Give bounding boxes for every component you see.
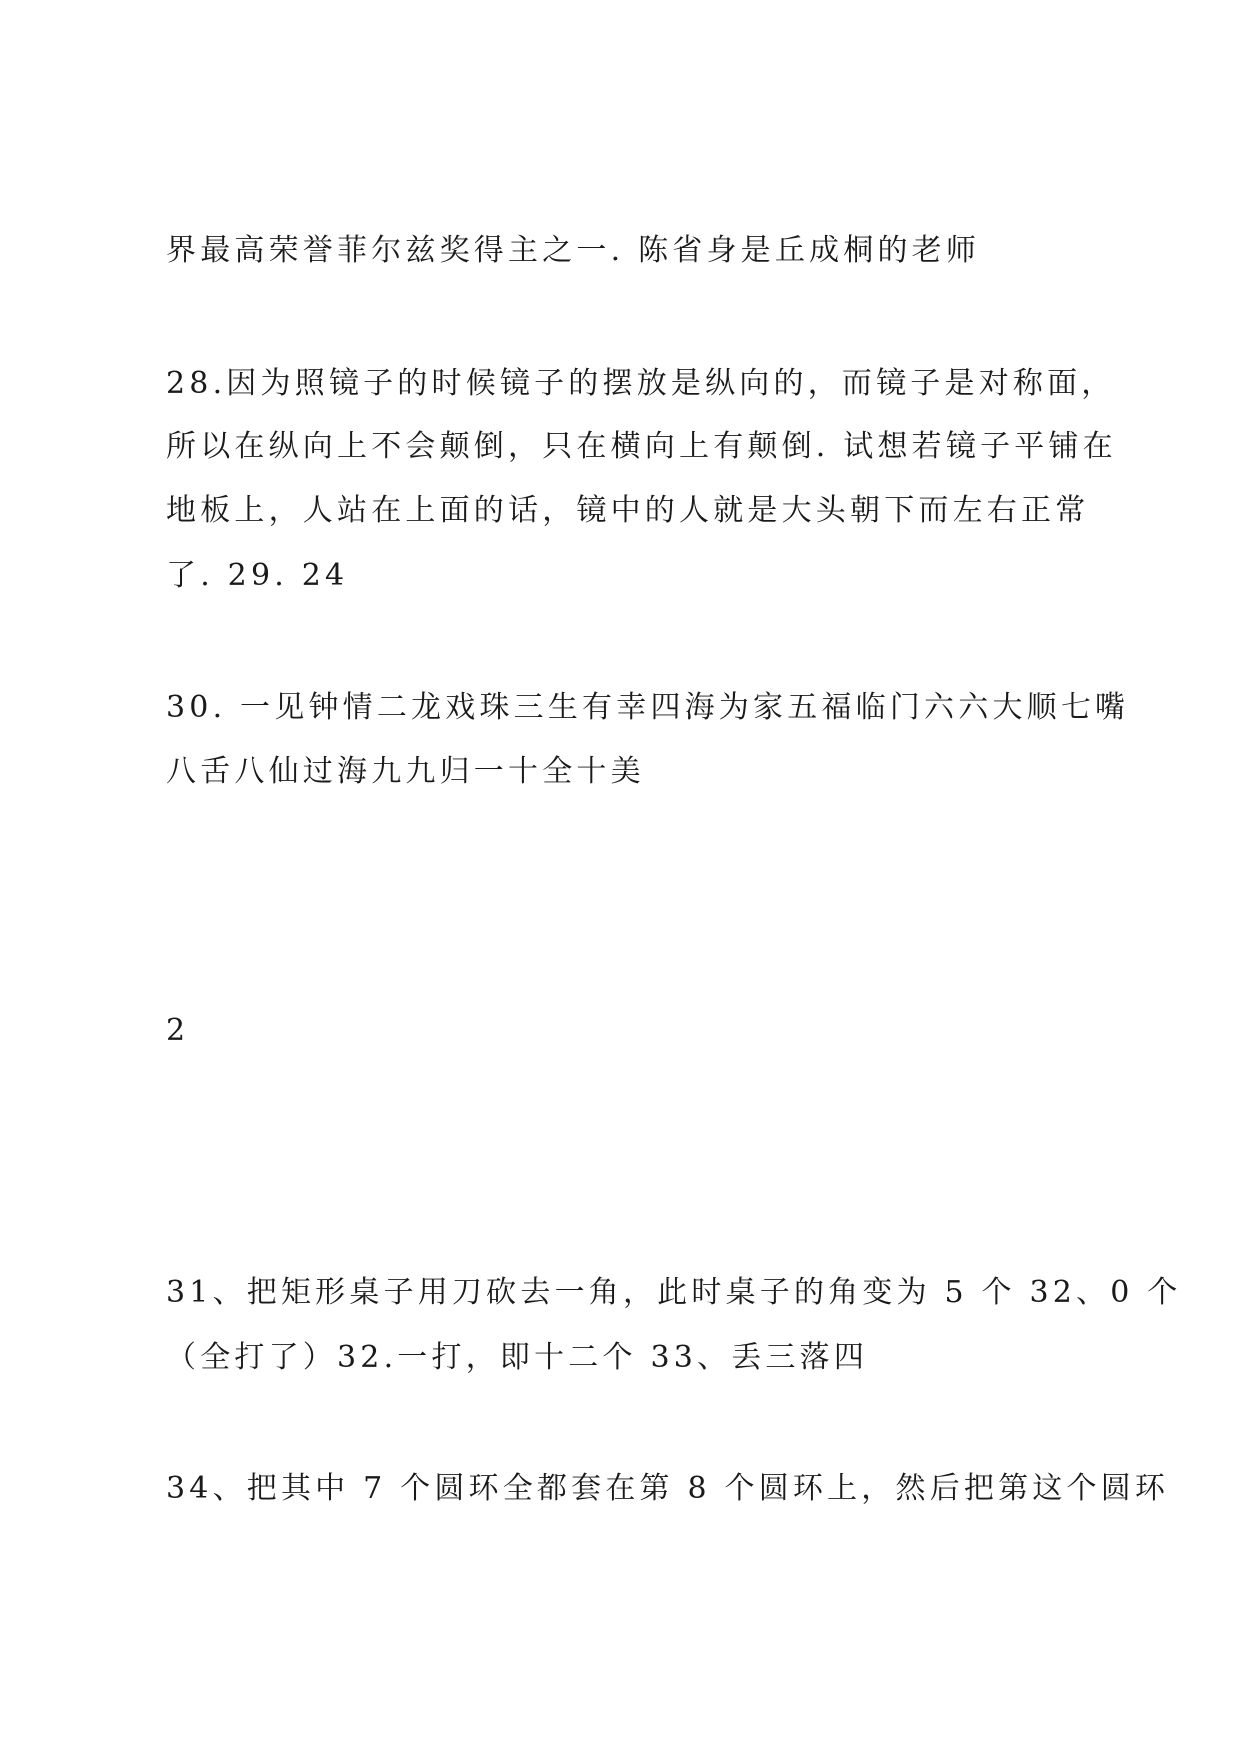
text-line-answer-34: 34、把其中 7 个圆环全都套在第 8 个圆环上，然后把第这个圆环 xyxy=(166,1471,1170,1506)
text-line-fields-medal: 界最高荣誉菲尔兹奖得主之一. 陈省身是丘成桐的老师 xyxy=(166,233,981,268)
text-line-answer-31: 31、把矩形桌子用刀砍去一角，此时桌子的角变为 5 个 32、0 个 xyxy=(166,1275,1182,1310)
text-line-answer-29: 了. 29. 24 xyxy=(166,558,349,593)
text-line-answer-30-cont: 八舌八仙过海九九归一十全十美 xyxy=(166,754,645,789)
text-line-answer-28-cont: 地板上，人站在上面的话，镜中的人就是大头朝下而左右正常 xyxy=(166,493,1090,528)
page-number: 2 xyxy=(166,1013,190,1048)
text-line-answer-30: 30. 一见钟情二龙戏珠三生有幸四海为家五福临门六六大顺七嘴 xyxy=(166,690,1130,725)
text-line-answer-28-cont: 所以在纵向上不会颠倒，只在横向上有颠倒. 试想若镜子平铺在 xyxy=(166,429,1117,464)
text-line-answer-28: 28.因为照镜子的时候镜子的摆放是纵向的，而镜子是对称面， xyxy=(166,366,1116,401)
text-line-answer-32-33: （全打了）32.一打，即十二个 33、丢三落四 xyxy=(166,1340,869,1375)
